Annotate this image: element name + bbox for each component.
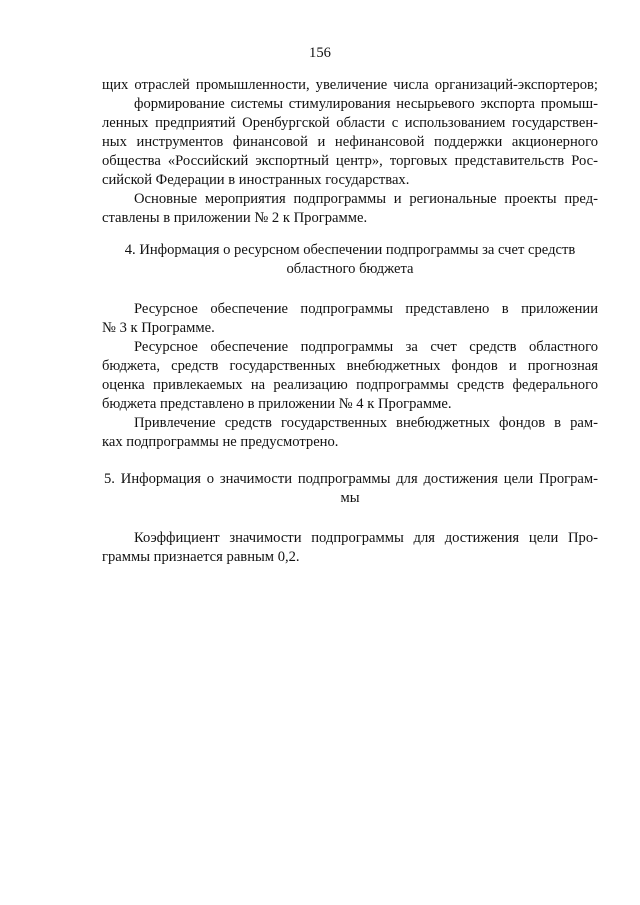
section-4-heading: 4. Информация о ресурсном обеспечении подпрограммы за счет средств: [124, 242, 576, 258]
intro-line: общества «Российский экспортный центр», торговых представительств Рос-: [102, 153, 598, 169]
section-4-line: Ресурсное обеспечение подпрограммы представлено в приложении: [134, 301, 598, 317]
intro-line: сийской Федерации в иностранных государствах.: [102, 172, 410, 188]
section-4-line: № 3 к Программе.: [102, 320, 215, 336]
section-4-line: Ресурсное обеспечение подпрограммы за счет средств областного: [134, 339, 598, 355]
section-5-heading: 5. Информация о значимости подпрограммы для достижения цели Програм-: [104, 471, 598, 487]
section-5-line: Коэффициент значимости подпрограммы для достижения цели Про-: [134, 530, 598, 546]
section-4-line: Привлечение средств государственных внебюджетных фондов в рам-: [134, 415, 598, 431]
section-4-line: бюджета, средств государственных внебюджетных фондов и прогнозная: [102, 358, 598, 374]
section-4-line: оценка привлекаемых на реализацию подпрограммы средств федерального: [102, 377, 598, 393]
intro-line: Основные мероприятия подпрограммы и региональные проекты пред-: [134, 191, 598, 207]
section-4-line: ках подпрограммы не предусмотрено.: [102, 434, 339, 450]
section-5-line: граммы признается равным 0,2.: [102, 549, 300, 565]
intro-line: ставлены в приложении № 2 к Программе.: [102, 210, 368, 226]
section-5-heading: мы: [340, 490, 360, 506]
section-4-line: бюджета представлено в приложении № 4 к Программе.: [102, 396, 452, 412]
intro-line: ных инструментов финансовой и нефинансовой поддержки акционерного: [102, 134, 598, 150]
section-4-heading: областного бюджета: [286, 261, 414, 277]
page-number: 156: [309, 45, 331, 61]
intro-line: щих отраслей промышленности, увеличение числа организаций-экспортеров;: [102, 77, 598, 93]
intro-line: ленных предприятий Оренбургской области с использованием государствен-: [102, 115, 598, 131]
intro-line: формирование системы стимулирования несырьевого экспорта промыш-: [134, 96, 598, 112]
